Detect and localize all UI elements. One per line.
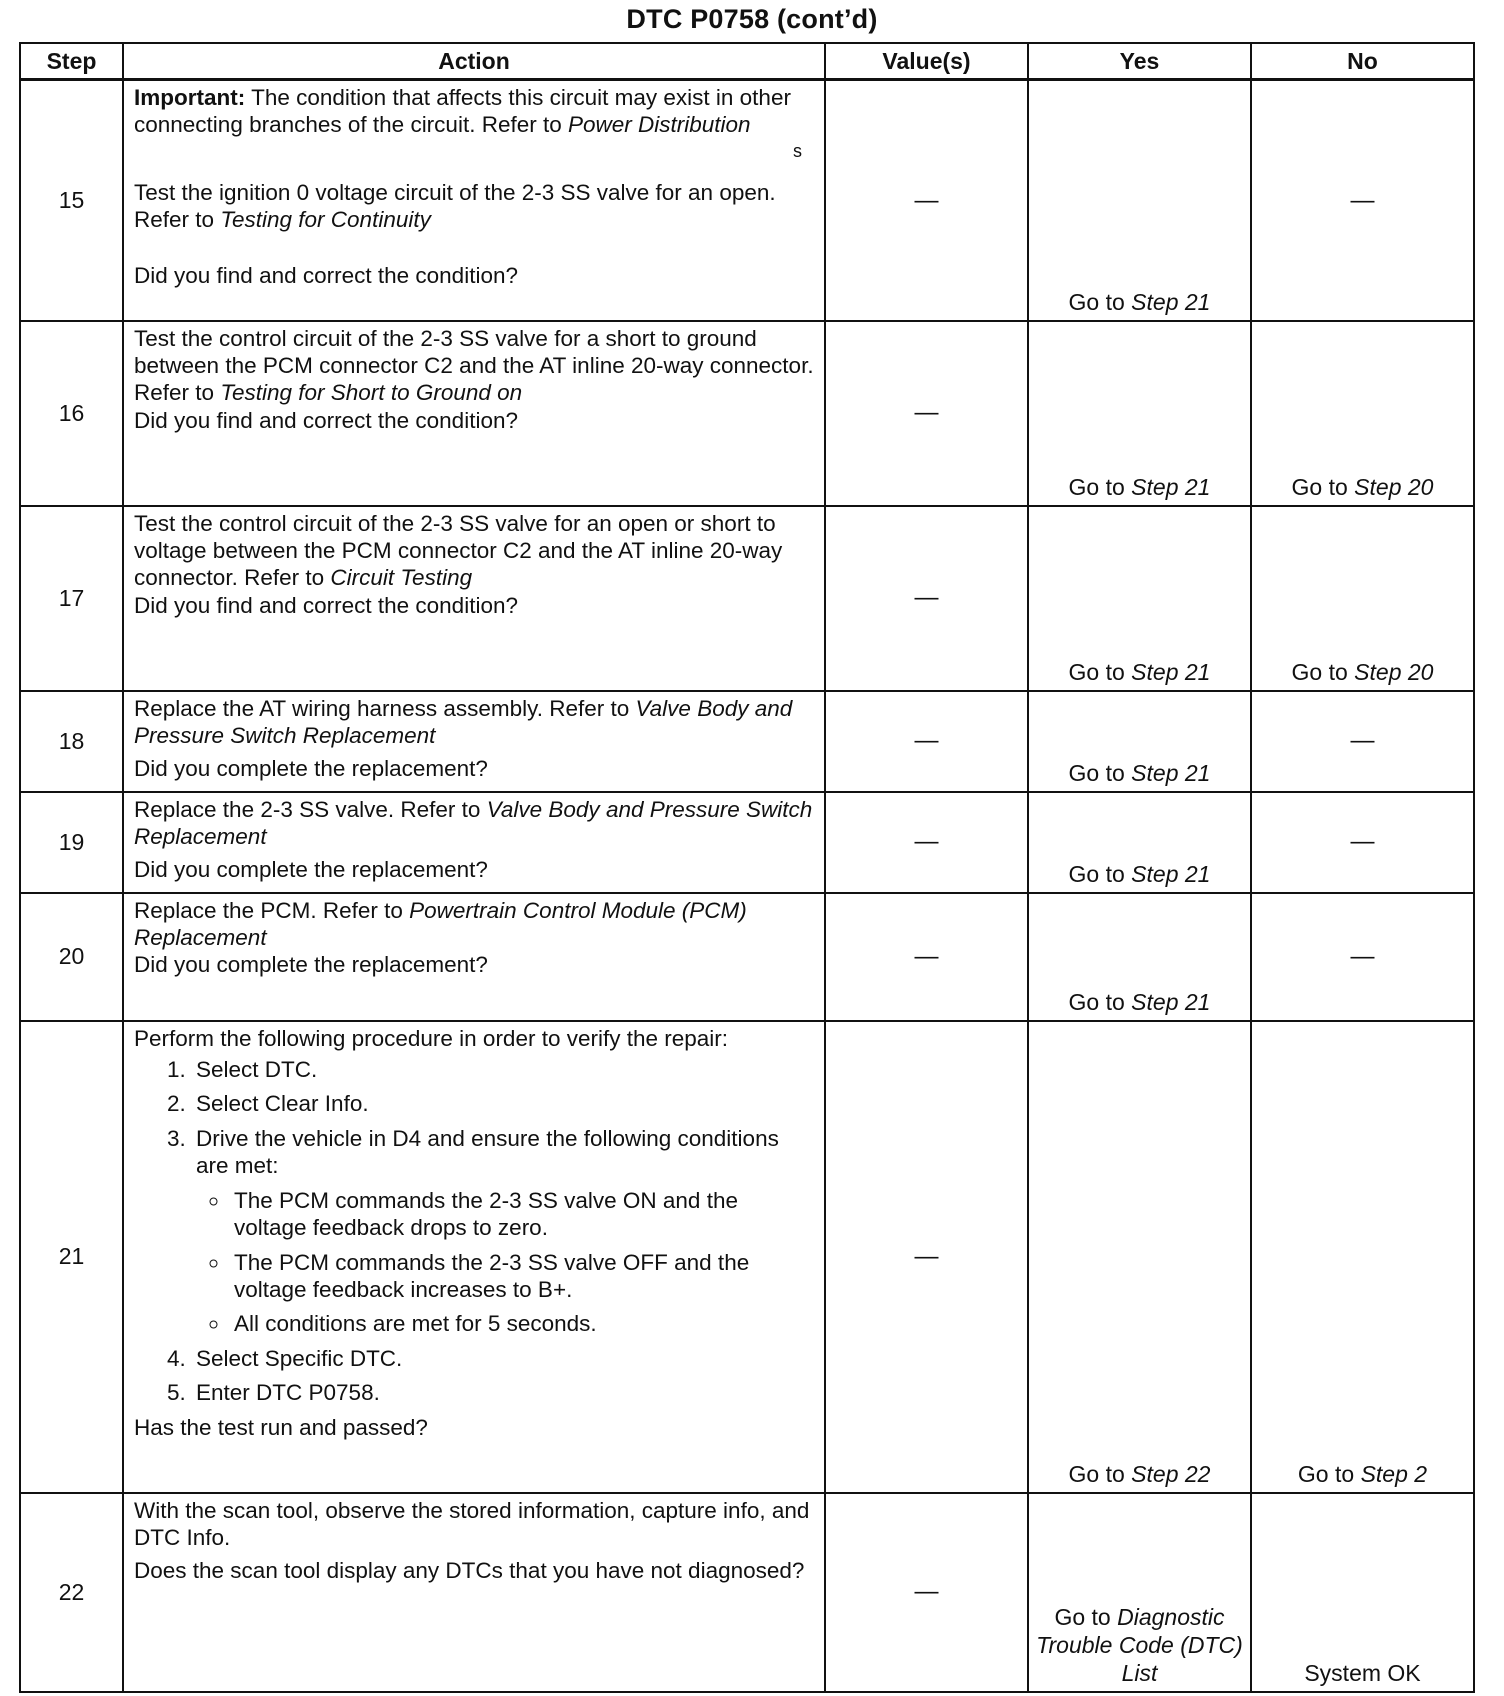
procedure-list <box>134 1056 814 1407</box>
action-question: Has the test run and passed? <box>134 1414 428 1440</box>
procedure-step: 1. Select DTC. <box>192 1056 814 1083</box>
column-header-action: Action <box>123 43 825 80</box>
action-instruction: Replace the PCM. Refer to <box>134 897 403 923</box>
step-number: 17 <box>20 506 123 691</box>
value-cell: — <box>825 691 1028 792</box>
value-cell: — <box>825 1493 1028 1692</box>
value-cell: — <box>825 792 1028 893</box>
no-cell: — <box>1251 792 1474 893</box>
yes-prefix: Go to <box>1068 659 1125 686</box>
procedure-step: 2. Select Clear Info. <box>192 1090 814 1117</box>
action-text <box>134 325 814 407</box>
yes-cell <box>1028 792 1251 893</box>
column-header-no: No <box>1251 43 1474 80</box>
yes-cell <box>1028 893 1251 1021</box>
diagnostic-table <box>19 42 1475 1693</box>
value-cell: — <box>825 321 1028 506</box>
step-number: 19 <box>20 792 123 893</box>
step-number: 15 <box>20 80 123 321</box>
column-header-values: Value(s) <box>825 43 1028 80</box>
yes-step-link: Step 21 <box>1131 289 1211 316</box>
yes-cell <box>1028 80 1251 321</box>
action-text <box>134 796 814 851</box>
action-cell <box>123 506 825 691</box>
action-instruction: Test the control circuit of the 2-3 SS valve for a short to ground between the PCM connector C2 and the AT inline 20-way connector. Refer to <box>134 325 814 406</box>
no-cell: — <box>1251 691 1474 792</box>
no-prefix: Go to <box>1291 474 1348 501</box>
yes-cell <box>1028 1493 1251 1692</box>
yes-cell <box>1028 1021 1251 1493</box>
no-prefix: Go to <box>1291 659 1348 686</box>
action-text <box>134 179 814 234</box>
value-cell: — <box>825 893 1028 1021</box>
yes-step-link: Step 21 <box>1131 760 1211 787</box>
yes-dtc-list-link: Diagnostic Trouble Code (DTC) List <box>1036 1604 1243 1687</box>
action-reference: Circuit Testing <box>330 565 473 591</box>
yes-prefix: Go to <box>1054 1604 1111 1631</box>
step-number: 22 <box>20 1493 123 1692</box>
action-text: With the scan tool, observe the stored information, capture info, and DTC Info. <box>134 1497 810 1550</box>
action-cell <box>123 1493 825 1692</box>
no-cell: — <box>1251 893 1474 1021</box>
value-cell: — <box>825 506 1028 691</box>
no-step-link: Step 2 <box>1360 1461 1428 1488</box>
action-cell <box>123 1021 825 1493</box>
no-step-link: Step 20 <box>1354 659 1434 686</box>
no-cell <box>1251 321 1474 506</box>
yes-prefix: Go to <box>1068 989 1125 1016</box>
condition-item: ◦ All conditions are met for 5 seconds. <box>230 1310 814 1337</box>
no-step-link: Step 20 <box>1354 474 1434 501</box>
yes-prefix: Go to <box>1068 861 1125 888</box>
action-reference: Valve Body and Pressure Switch Replacement <box>134 796 813 849</box>
no-cell <box>1251 506 1474 691</box>
step-number: 20 <box>20 893 123 1021</box>
important-reference: Power Distribution <box>568 112 751 138</box>
table-row <box>20 1021 1474 1493</box>
action-instruction: Test the ignition 0 voltage circuit of the 2-3 SS valve for an open. Refer to <box>134 179 776 233</box>
procedure-step: 5. Enter DTC P0758. <box>192 1379 814 1406</box>
column-header-yes: Yes <box>1028 43 1251 80</box>
action-cell <box>123 893 825 1021</box>
table-row <box>20 1493 1474 1692</box>
yes-step-link: Step 22 <box>1131 1461 1211 1488</box>
yes-step-link: Step 21 <box>1131 659 1211 686</box>
no-prefix: Go to <box>1297 1461 1355 1488</box>
yes-prefix: Go to <box>1068 289 1125 316</box>
action-question: Did you find and correct the condition? <box>134 592 518 618</box>
action-cell <box>123 691 825 792</box>
action-reference: Powertrain Control Module (PCM) Replacement <box>134 897 747 950</box>
action-instruction: Test the control circuit of the 2-3 SS valve for an open or short to voltage between the PCM connector C2 and the AT inline 20-way connector. Refer to <box>134 510 783 591</box>
value-cell: — <box>825 1021 1028 1493</box>
action-cell <box>123 792 825 893</box>
procedure-step-text: Drive the vehicle in D4 and ensure the following conditions are met: <box>196 1125 779 1179</box>
action-text <box>134 695 814 750</box>
value-cell: — <box>825 80 1028 321</box>
important-note <box>134 84 814 139</box>
no-cell <box>1251 1021 1474 1493</box>
action-question: Did you complete the replacement? <box>134 756 488 782</box>
important-text: The condition that affects this circuit may exist in other connecting branches of the circuit. Refer to <box>134 85 791 138</box>
action-question: Did you find and correct the condition? <box>134 407 518 433</box>
action-instruction: Replace the AT wiring harness assembly. Refer to <box>134 695 630 721</box>
procedure-intro: Perform the following procedure in order to verify the repair: <box>134 1025 729 1051</box>
table-row <box>20 321 1474 506</box>
yes-prefix: Go to <box>1068 474 1125 501</box>
action-cell <box>123 321 825 506</box>
page-title: DTC P0758 (cont’d) <box>626 4 878 34</box>
column-header-step: Step <box>20 43 123 80</box>
action-question: Did you find and correct the condition? <box>134 262 518 288</box>
action-question: Did you complete the replacement? <box>134 952 488 978</box>
action-reference: Testing for Continuity <box>220 207 431 233</box>
table-row <box>20 80 1474 321</box>
action-reference: Valve Body and Pressure Switch Replacement <box>134 695 793 748</box>
yes-prefix: Go to <box>1068 1461 1125 1488</box>
condition-item: ◦ The PCM commands the 2-3 SS valve OFF and the voltage feedback increases to B+. <box>230 1249 814 1304</box>
condition-item: ◦ The PCM commands the 2-3 SS valve ON and the voltage feedback drops to zero. <box>230 1187 814 1242</box>
yes-cell <box>1028 321 1251 506</box>
table-row <box>20 893 1474 1021</box>
action-question: Did you complete the replacement? <box>134 857 488 883</box>
step-number: 16 <box>20 321 123 506</box>
yes-cell <box>1028 691 1251 792</box>
yes-step-link: Step 21 <box>1131 474 1211 501</box>
yes-step-link: Step 21 <box>1131 861 1211 888</box>
step-number: 18 <box>20 691 123 792</box>
action-cell <box>123 80 825 321</box>
action-instruction: Replace the 2-3 SS valve. Refer to <box>134 796 481 822</box>
action-question: Does the scan tool display any DTCs that you have not diagnosed? <box>134 1558 805 1584</box>
action-reference: Testing for Short to Ground on <box>220 380 523 406</box>
procedure-step: 4. Select Specific DTC. <box>192 1345 814 1372</box>
table-header-row <box>20 43 1474 80</box>
condition-list <box>196 1187 814 1338</box>
action-text <box>134 510 814 592</box>
important-label: Important: <box>134 85 246 110</box>
table-row <box>20 691 1474 792</box>
no-cell: System OK <box>1251 1493 1474 1692</box>
stray-mark: s <box>793 141 802 161</box>
procedure-step <box>192 1125 814 1338</box>
yes-prefix: Go to <box>1068 760 1125 787</box>
no-cell: — <box>1251 80 1474 321</box>
table-row <box>20 792 1474 893</box>
yes-step-link: Step 21 <box>1131 989 1211 1016</box>
yes-cell <box>1028 506 1251 691</box>
table-row <box>20 506 1474 691</box>
action-text <box>134 897 814 952</box>
step-number: 21 <box>20 1021 123 1493</box>
